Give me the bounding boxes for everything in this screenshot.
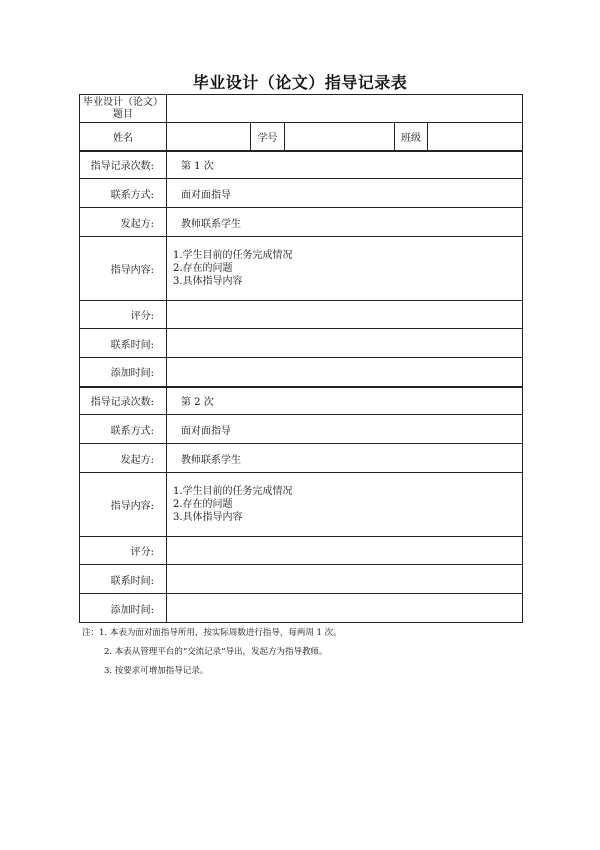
record-2-initiator-label: 发起方: xyxy=(80,444,167,473)
record-2-method-value[interactable]: 面对面指导 xyxy=(167,415,523,444)
record-1-added-time-value[interactable] xyxy=(167,358,523,387)
record-1-content-line-3: 3.具体指导内容 xyxy=(173,276,243,287)
record-1-method-value[interactable]: 面对面指导 xyxy=(167,179,523,208)
record-2-score-label: 评分: xyxy=(80,537,167,565)
record-2-content-label: 指导内容: xyxy=(80,473,167,537)
record-2-content-line-2: 2.存在的问题 xyxy=(173,499,233,510)
record-1-method-label: 联系方式: xyxy=(80,179,167,208)
record-2-content-line-1: 1.学生目前的任务完成情况 xyxy=(173,486,293,497)
guidance-record-table xyxy=(79,94,523,623)
record-2-method-row xyxy=(80,415,523,444)
class-label: 班级 xyxy=(395,123,428,151)
record-2-contact-time-row xyxy=(80,565,523,594)
name-label: 姓名 xyxy=(80,123,167,151)
record-1-added-time-label: 添加时间: xyxy=(80,358,167,387)
record-2-initiator-row xyxy=(80,444,523,473)
student-info-row xyxy=(80,123,523,151)
record-1-method-row xyxy=(80,179,523,208)
student-id-label: 学号 xyxy=(251,123,285,151)
record-2-score-row xyxy=(80,537,523,565)
record-2-initiator-value[interactable]: 教师联系学生 xyxy=(167,444,523,473)
notes-section xyxy=(82,624,532,681)
record-2-method-label: 联系方式: xyxy=(80,415,167,444)
record-1-count-value[interactable]: 第 1 次 xyxy=(167,151,523,179)
student-id-value[interactable] xyxy=(285,123,395,151)
record-2-count-label: 指导记录次数: xyxy=(80,387,167,415)
name-value[interactable] xyxy=(167,123,251,151)
record-1-content-value[interactable] xyxy=(167,237,523,301)
notes-prefix: 注： xyxy=(82,628,100,638)
record-2-content-row xyxy=(80,473,523,537)
record-1-content-line-2: 2.存在的问题 xyxy=(173,263,233,274)
record-1-content-row xyxy=(80,237,523,301)
topic-label-line1: 毕业设计（论文） xyxy=(83,96,163,108)
record-1-count-row xyxy=(80,151,523,179)
record-1-added-time-row xyxy=(80,358,523,387)
record-1-score-label: 评分: xyxy=(80,301,167,329)
class-value[interactable] xyxy=(428,123,523,151)
record-1-initiator-row xyxy=(80,208,523,237)
record-2-content-value[interactable] xyxy=(167,473,523,537)
record-2-added-time-label: 添加时间: xyxy=(80,594,167,623)
record-2-count-value[interactable]: 第 2 次 xyxy=(167,387,523,415)
record-1-contact-time-label: 联系时间: xyxy=(80,329,167,358)
record-2-added-time-value[interactable] xyxy=(167,594,523,623)
record-1-contact-time-value[interactable] xyxy=(167,329,523,358)
record-1-contact-time-row xyxy=(80,329,523,358)
record-1-initiator-label: 发起方: xyxy=(80,208,167,237)
note-2: 2. 本表从管理平台的“交流记录”导出，发起方为指导教师。 xyxy=(104,647,328,657)
record-1-score-row xyxy=(80,301,523,329)
record-2-contact-time-value[interactable] xyxy=(167,565,523,594)
record-1-content-label: 指导内容: xyxy=(80,237,167,301)
record-2-count-row xyxy=(80,387,523,415)
record-2-score-value[interactable] xyxy=(167,537,523,565)
topic-label-line2: 题目 xyxy=(113,108,133,120)
topic-value[interactable] xyxy=(167,95,523,123)
record-1-initiator-value[interactable]: 教师联系学生 xyxy=(167,208,523,237)
note-3: 3. 按要求可增加指导记录。 xyxy=(104,666,209,676)
record-1-count-label: 指导记录次数: xyxy=(80,151,167,179)
topic-row xyxy=(80,95,523,123)
record-2-contact-time-label: 联系时间: xyxy=(80,565,167,594)
topic-label xyxy=(80,95,167,123)
record-1-score-value[interactable] xyxy=(167,301,523,329)
note-1-text: 1. 本表为面对面指导所用，按实际周数进行指导，每两周 1 次。 xyxy=(99,628,342,638)
record-1-content-line-1: 1.学生目前的任务完成情况 xyxy=(173,250,293,261)
record-2-content-line-3: 3.具体指导内容 xyxy=(173,512,243,523)
note-1 xyxy=(82,624,532,643)
record-2-added-time-row xyxy=(80,594,523,623)
document-title: 毕业设计（论文）指导记录表 xyxy=(192,73,408,92)
